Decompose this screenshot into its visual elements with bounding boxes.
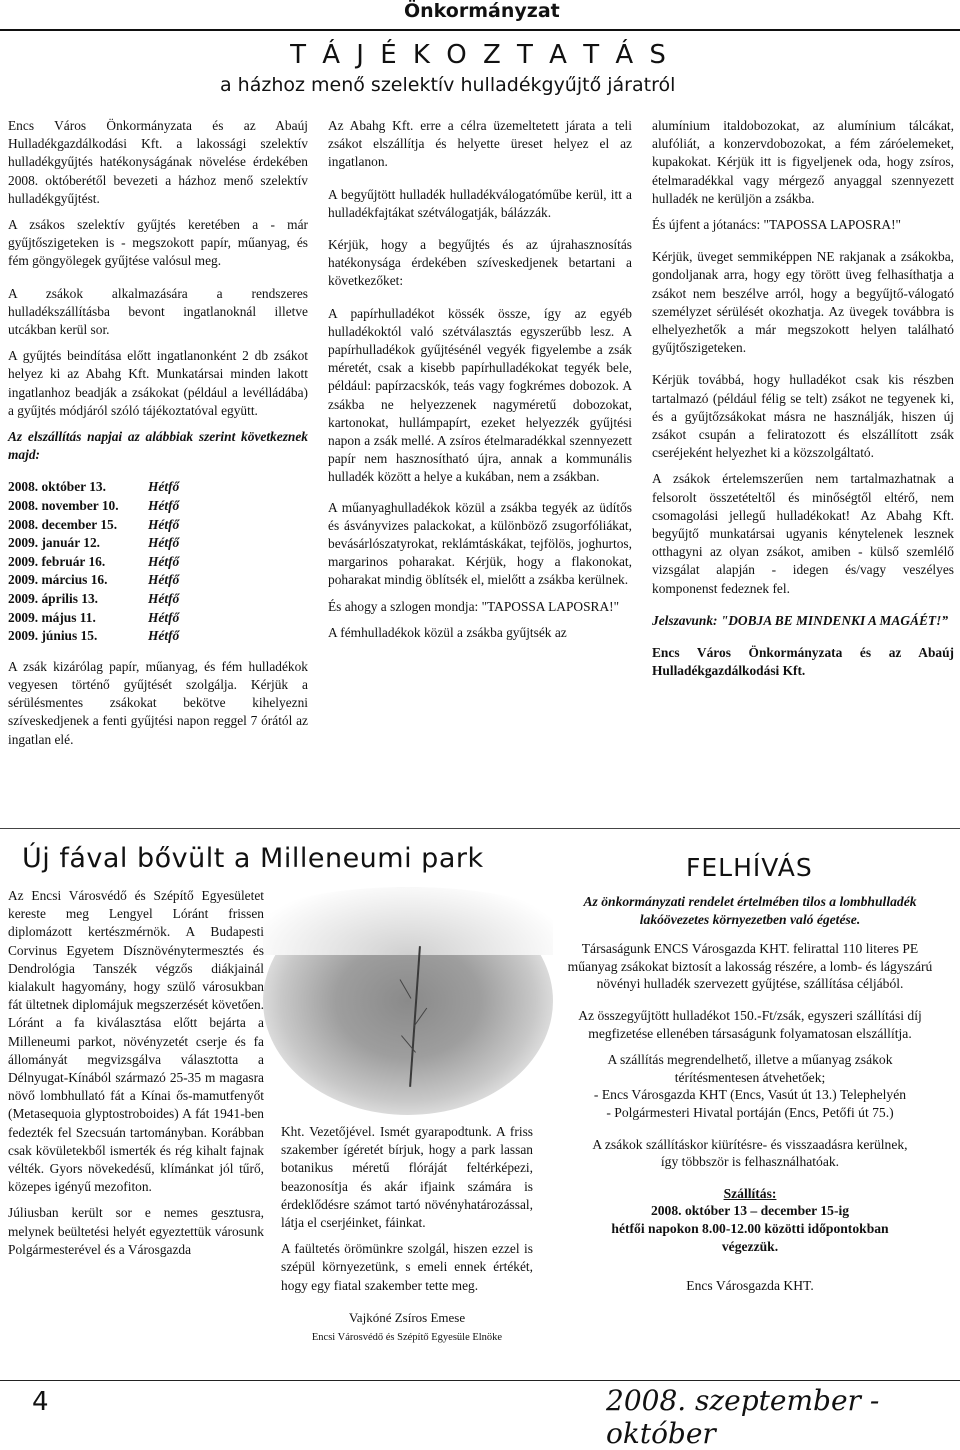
park-signature-name: Vajkóné Zsíros Emese [348, 1309, 466, 1325]
schedule-row: 2008. november 10. Hétfő [8, 498, 180, 514]
col3-para-3: Kérjük, üveget semmiképpen NE rakjanak a zsákokba, gondoljanak arra, hogy egy törött üveg felhasíthatja a zsákot nem beszélve arról, hogy a begyűjtő-válogató személyzet sérülését okozhatja. Az üvegek továbbra is elhelyezhetők a már megszokott helyen található gyűjtőszigeteken. [652, 249, 954, 356]
col2-para-1: Az Abahg Kft. erre a célra üzemeltetett járata a teli zsákot elszállítja és helyette üreset helyez el az ingatlanon. [328, 118, 632, 170]
column-2 [328, 117, 632, 650]
header-rule [0, 29, 960, 31]
schedule-row: 2009. június 15. Hétfő [8, 628, 180, 644]
notice-signature: Encs Városgazda KHT. [686, 1278, 814, 1294]
col2-para-4: A papírhulladékot kössék össze, így az egyéb hulladékoktól való szétválasztás egyszerűbb lesz. A papírhulladékok gyűjtésénél vegyék figyelembe a zsák méretét, csak a kisebb papírhulladékokat tegyék bele, például: papírzacskók, teás vagy fogkrémes dobozok. A zsákba ne helyezzenek nagyméretű dobozokat, kartonokat, hullámpapírt, ezeket helyezzék gyűjtési napon a zsák mellé. A zsíros ételmaradékkal szennyezett papír nem hasznosítható újra, annak a kommunális hulladék között a helye a kukában, nem a zsákban. [328, 305, 632, 485]
shipping-label: Szállítás: [723, 1185, 777, 1201]
notice-para-5: - Polgármesteri Hivatal portáján (Encs, Petőfi út 75.) [606, 1104, 894, 1120]
col1-para-4: A gyűjtés beindítása előtt ingatlanonként 2 db zsákot helyez ki az Abahg Kft. Munkatársai minden lakott ingatlanhoz beadják a zsákokat (például a levélládába) a gyűjtés módjáról szóló tájékoztatóval együtt. [8, 348, 308, 418]
page-number: 4 [32, 1387, 49, 1417]
notice-body [545, 893, 955, 1304]
page-title: T Á J É K O Z T A T Á S [290, 40, 670, 70]
tree-photo [263, 887, 553, 1115]
park-para-1: Az Encsi Városvédő és Szépítő Egyesületet kereste meg Lengyel Lóránt frissen diplomázott kertészmérnök. A Budapesti Corvinus Egyetem Dísznövénytermesztés és Dendrológia Tanszék végzős diákjainál kialakult hagyomány, hogy szülő városukban fát ültetnek diplomájuk megszerzését követően. Lóránt a fa kiválasztása előtt bejárta a Milleneumi parkot, növényzetét cserje és fa állományát megvizsgálva választotta a Délnyugat-Kínából származó 25-35 m magasra növő lombhullató fát a Kínai ős-mamutfenyőt (Metasequoia glyptostroboides) A fát 1941-ben fedezték fel Szecsuán tartományban. Korábban csak kövületekből ismerték és rég kihalt fajnak vélték. Gyors növekedésű, klímánkat jól tűrő, közepes igényű mezofiton. [8, 888, 264, 1195]
park-para-4: A faültetés örömünkre szolgál, hiszen ezzel is szépül környezetünk, s emeli ennek értékét, hogy egy fiatal szakember tette meg. [281, 1241, 533, 1293]
park-para-2: Júliusban került sor e nemes gesztusra, melynek beültetési helyét egyeztettük városunk Polgármesterével és a Városgazda [8, 1205, 264, 1257]
column-3 [652, 117, 954, 688]
photo-sky [263, 887, 553, 955]
collection-schedule [8, 478, 308, 645]
col3-para-5: A zsákok értelemszerűen nem tartalmazhatnak a felsorolt összetételtől és minőségtől eltérő, nem csomagolási jellegű hulladékokat! Az Abahg Kft. begyűjtő munkatársai ugyanis kénytelenek lesznek otthagyni az olyan zsákot, amiben - külső szemlélő vizsgálat alapján - idegen és/vagy veszélyes komponenst fedeznek fel. [652, 471, 954, 596]
col3-para-4: Kérjük továbbá, hogy hulladékot csak kis részben tartalmazó (például félig se telt) zsákot ne tegyenek ki, és a gyűjtőzsákokat másra ne használják, hiszen új zsákot csupán a feliratozott és elszállított zsák cseréjeként helyezhet ki a közszolgáltató. [652, 372, 954, 461]
column-1 [8, 117, 308, 757]
footer-rule [0, 1380, 960, 1381]
col1-para-2: A zsákos szelektív gyűjtés keretében a - már gyűjtőszigeteken is - megszokott papír, műanyag, és fém göngyölegek gyűjtése valósul meg. [8, 217, 308, 269]
park-signature [281, 1309, 533, 1347]
col1-para-6: A zsák kizárólag papír, műanyag, és fém hulladékok vegyesen történő gyűjtését szolgálja. Kérjük a sérülésmentes zsákokat bekötve kihelyezni szíveskedjenek a fenti gyűjtési napon reggel 7 órától az ingatlan elé. [8, 658, 308, 747]
col2-para-3: Kérjük, hogy a begyűjtés és az újrahasznosítás hatékonysága érdekében szíveskedjenek betartani a következőket: [328, 237, 632, 289]
schedule-row: 2009. április 13. Hétfő [8, 591, 180, 607]
col1-para-1: Encs Város Önkormányzata és az Abaúj Hulladékgazdálkodási Kft. a lakossági szelektív hulladékgyűjtés hatékonyságának növelése érdekében 2008. októberétől bevezeti a házhoz menő szelektív hulladékgyűjtést. [8, 118, 308, 206]
notice-shipping [545, 1185, 955, 1255]
col2-para-5: A műanyaghulladékok közül a zsákba tegyék az üdítős és ásványvizes palackokat, a különböző zsugorfóliákat, bevásárlószatyrokat, reklámtáskákat, tejfölös, joghurtos, margarinos poharakat. Kérjük, hogy a flakonokat, poharakat mindig öblítsék el, mielőtt a zsákba kerülnek. [328, 499, 632, 588]
col3-slogan: Jelszavunk: "DOBJA BE MINDENKI A MAGÁÉT!” [652, 612, 949, 628]
schedule-row: 2008. október 13. Hétfő [8, 479, 180, 495]
schedule-row: 2009. február 16. Hétfő [8, 553, 180, 569]
col2-para-2: A begyűjtött hulladék hulladékválogatóműbe kerül, itt a hulladékfajtákat szétválogatják, bálázzák. [328, 186, 632, 220]
notice-para-4: - Encs Városgazda KHT (Encs, Vasút út 13.) Telephelyén [593, 1087, 907, 1103]
col3-para-1: alumínium italdobozokat, az alumínium tálcákat, alufóliát, a konzervdobozokat, a fém záróelemeket, kupakokat. Kérjük itt is figyeljenek oda, hogy zsíros, ételmaradékkal vagy mérgező anyaggal szennyezett hulladék ne kerüljön a zsákba. [652, 118, 954, 206]
col2-para-6: És ahogy a szlogen mondja: "TAPOSSA LAPOSRA!" [328, 598, 620, 614]
schedule-row: 2008. december 15. Hétfő [8, 516, 180, 532]
col1-schedule-intro: Az elszállítás napjai az alábbiak szerint következnek majd: [8, 429, 308, 463]
schedule-row: 2009. május 11. Hétfő [8, 609, 180, 625]
shipping-dates: 2008. október 13 – december 15-ig [650, 1203, 850, 1219]
park-column-2 [281, 1123, 533, 1347]
col3-para-2: És újfent a jótanács: "TAPOSSA LAPOSRA!" [652, 217, 902, 233]
notice-para-1: Társaságunk ENCS Városgazda KHT. felirattal 110 literes PE műanyag zsákokat biztosít a lakosság részére, a lomb- és lágyszárú növényi hulladék szervezett gyűjtése, szállítása céljából. [567, 941, 933, 992]
col3-signature: Encs Város Önkormányzata és az Abaúj Hulladékgazdálkodási Kft. [652, 645, 954, 679]
notice-lead: Az önkormányzati rendelet értelmében tilos a lombhulladék lakóövezetes környezetben való égetése. [583, 894, 917, 927]
park-signature-org: Encsi Városvédő és Szépítő Egyesüle Elnöke [311, 1332, 503, 1344]
page-subtitle: a házhoz menő szelektív hulladékgyűjtő járatról [220, 74, 676, 96]
notice-title: FELHÍVÁS [686, 853, 813, 882]
notice-para-3: A szállítás megrendelhető, illetve a műanyag zsákok térítésmentesen átvehetőek; [607, 1052, 893, 1085]
section-divider [0, 828, 960, 829]
notice-para-2: Az összegyűjtött hulladékot 150.-Ft/zsák, egyszeri szállítási díj megfizetése ellenében társaságunk folyamatosan elszállítja. [578, 1007, 922, 1041]
section-label: Önkormányzat [404, 0, 560, 22]
shipping-time: hétfői napokon 8.00-12.00 közötti időpontokban végezzük. [611, 1220, 889, 1254]
park-column-1 [8, 887, 264, 1267]
park-para-3: Kht. Vezetőjével. Ismét gyarapodtunk. A friss szakember ígéretét bírjuk, hogy a park lassan botanikus méretű flóráját feltérképezi, beazonosítja és akár ifjaink számára is érdeklődésre számot tartó növényhatározással, látja el cserjéinket, fáinkat. [281, 1124, 533, 1231]
schedule-row: 2009. január 12. Hétfő [8, 535, 180, 551]
notice-para-6: A zsákok szállításkor kiürítésre- és visszaadásra kerülnek, így többször is felhasználhatóak. [592, 1136, 908, 1170]
tree-branch [400, 979, 412, 999]
col1-para-3: A zsákok alkalmazására a rendszeres hulladékszállításba bevont ingatlanoknál illetve utcákban kerül sor. [8, 285, 308, 338]
issue-date: 2008. szeptember - október [606, 1384, 880, 1450]
col2-para-7: A fémhulladékok közül a zsákba gyűjtsék az [328, 624, 567, 640]
park-article-title: Új fával bővült a Milleneumi park [22, 843, 484, 874]
schedule-row: 2009. március 16. Hétfő [8, 572, 180, 588]
